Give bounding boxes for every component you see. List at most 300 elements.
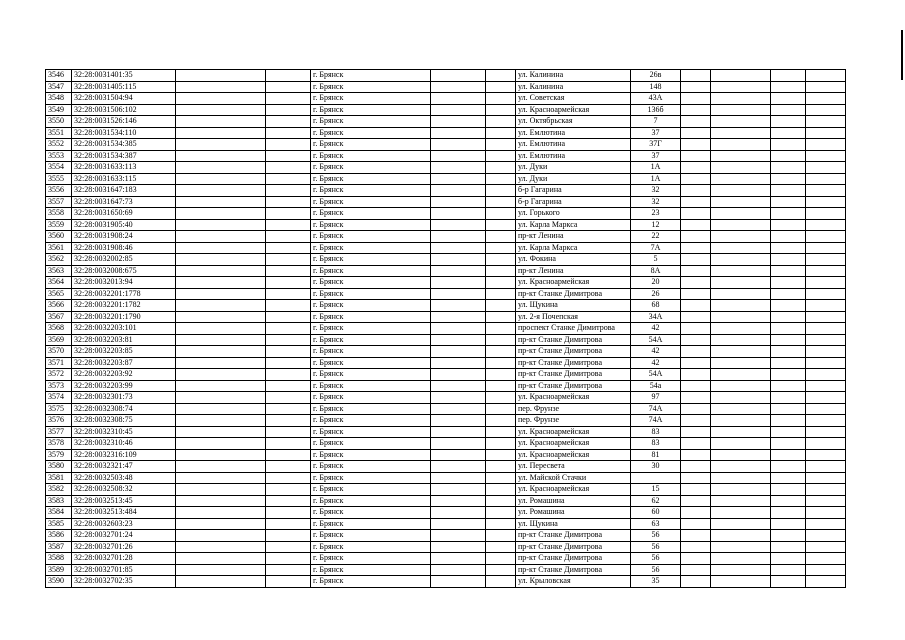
cadastral-number: 32:28:0032203:85 (72, 346, 176, 358)
empty-cell (806, 495, 846, 507)
empty-cell (711, 403, 771, 415)
table-row (46, 300, 846, 312)
cadastral-number: 32:28:0032201:1778 (72, 288, 176, 300)
house-number-cell: 15 (631, 484, 681, 496)
city-cell: г. Брянск (311, 116, 431, 128)
empty-cell (681, 564, 711, 576)
empty-cell (771, 173, 806, 185)
empty-cell (711, 541, 771, 553)
table-row (46, 346, 846, 358)
empty-cell (806, 242, 846, 254)
empty-cell (681, 242, 711, 254)
empty-cell (266, 242, 311, 254)
row-number: 3574 (46, 392, 72, 404)
empty-cell (711, 576, 771, 588)
house-number-cell: 20 (631, 277, 681, 289)
empty-cell (771, 461, 806, 473)
empty-cell (266, 564, 311, 576)
city-cell: г. Брянск (311, 392, 431, 404)
city-cell: г. Брянск (311, 208, 431, 220)
empty-cell (711, 70, 771, 82)
empty-cell (681, 403, 711, 415)
cadastral-number: 32:28:0031908:46 (72, 242, 176, 254)
empty-cell (806, 518, 846, 530)
empty-cell (176, 392, 266, 404)
street-cell: ул. Дуки (516, 162, 631, 174)
empty-cell (771, 116, 806, 128)
empty-cell (486, 288, 516, 300)
empty-cell (431, 403, 486, 415)
empty-cell (681, 334, 711, 346)
empty-cell (771, 507, 806, 519)
empty-cell (431, 231, 486, 243)
empty-cell (681, 438, 711, 450)
empty-cell (681, 415, 711, 427)
empty-cell (176, 288, 266, 300)
empty-cell (711, 346, 771, 358)
table-row (46, 81, 846, 93)
cadastral-number: 32:28:0032603:23 (72, 518, 176, 530)
empty-cell (771, 242, 806, 254)
street-cell: ул. Карла Маркса (516, 242, 631, 254)
empty-cell (486, 472, 516, 484)
empty-cell (266, 472, 311, 484)
empty-cell (806, 185, 846, 197)
table-row (46, 93, 846, 105)
table-row (46, 311, 846, 323)
empty-cell (711, 449, 771, 461)
empty-cell (806, 196, 846, 208)
empty-cell (681, 495, 711, 507)
empty-cell (176, 357, 266, 369)
cadastral-number: 32:28:0032008:675 (72, 265, 176, 277)
empty-cell (266, 173, 311, 185)
row-number: 3558 (46, 208, 72, 220)
empty-cell (431, 265, 486, 277)
empty-cell (806, 139, 846, 151)
empty-cell (266, 70, 311, 82)
empty-cell (266, 380, 311, 392)
empty-cell (711, 461, 771, 473)
empty-cell (486, 70, 516, 82)
empty-cell (176, 564, 266, 576)
empty-cell (681, 323, 711, 335)
empty-cell (711, 334, 771, 346)
street-cell: ул. Пересвета (516, 461, 631, 473)
house-number-cell: 35 (631, 576, 681, 588)
house-number-cell: 26в (631, 70, 681, 82)
table-row (46, 392, 846, 404)
empty-cell (486, 254, 516, 266)
empty-cell (711, 162, 771, 174)
empty-cell (486, 185, 516, 197)
empty-cell (431, 518, 486, 530)
empty-cell (486, 242, 516, 254)
house-number-cell: 62 (631, 495, 681, 507)
cadastral-number: 32:28:0031534:385 (72, 139, 176, 151)
empty-cell (431, 288, 486, 300)
empty-cell (806, 219, 846, 231)
street-cell: ул. Крыловская (516, 576, 631, 588)
row-number: 3551 (46, 127, 72, 139)
table-row (46, 403, 846, 415)
row-number: 3588 (46, 553, 72, 565)
city-cell: г. Брянск (311, 541, 431, 553)
empty-cell (771, 541, 806, 553)
empty-cell (266, 369, 311, 381)
empty-cell (806, 564, 846, 576)
cadastral-number: 32:28:0032508:32 (72, 484, 176, 496)
cadastral-number: 32:28:0032201:1790 (72, 311, 176, 323)
house-number-cell: 42 (631, 346, 681, 358)
city-cell: г. Брянск (311, 438, 431, 450)
cadastral-number: 32:28:0032002:85 (72, 254, 176, 266)
empty-cell (431, 346, 486, 358)
empty-cell (176, 311, 266, 323)
empty-cell (681, 104, 711, 116)
empty-cell (806, 300, 846, 312)
empty-cell (806, 415, 846, 427)
row-number: 3560 (46, 231, 72, 243)
street-cell: ул. Красноармейская (516, 392, 631, 404)
city-cell: г. Брянск (311, 70, 431, 82)
empty-cell (486, 392, 516, 404)
table-row (46, 415, 846, 427)
empty-cell (486, 415, 516, 427)
empty-cell (771, 139, 806, 151)
house-number-cell: 68 (631, 300, 681, 312)
house-number-cell: 23 (631, 208, 681, 220)
empty-cell (431, 484, 486, 496)
empty-cell (266, 231, 311, 243)
empty-cell (176, 70, 266, 82)
empty-cell (266, 300, 311, 312)
empty-cell (266, 265, 311, 277)
empty-cell (486, 219, 516, 231)
empty-cell (431, 127, 486, 139)
empty-cell (266, 81, 311, 93)
empty-cell (486, 265, 516, 277)
city-cell: г. Брянск (311, 288, 431, 300)
empty-cell (806, 346, 846, 358)
house-number-cell: 56 (631, 541, 681, 553)
empty-cell (486, 449, 516, 461)
house-number-cell: 148 (631, 81, 681, 93)
empty-cell (771, 265, 806, 277)
city-cell: г. Брянск (311, 185, 431, 197)
empty-cell (771, 254, 806, 266)
empty-cell (681, 219, 711, 231)
empty-cell (486, 507, 516, 519)
empty-cell (266, 162, 311, 174)
cadastral-number: 32:28:0032701:24 (72, 530, 176, 542)
empty-cell (771, 196, 806, 208)
row-number: 3575 (46, 403, 72, 415)
empty-cell (711, 507, 771, 519)
house-number-cell: 8А (631, 265, 681, 277)
empty-cell (176, 518, 266, 530)
street-cell: ул. Красноармейская (516, 104, 631, 116)
cadastral-number: 32:28:0032201:1782 (72, 300, 176, 312)
empty-cell (486, 438, 516, 450)
empty-cell (486, 150, 516, 162)
cadastral-number: 32:28:0032203:87 (72, 357, 176, 369)
table-row (46, 70, 846, 82)
empty-cell (711, 127, 771, 139)
table-row (46, 116, 846, 128)
street-cell: пр-кт Станке Димитрова (516, 541, 631, 553)
empty-cell (806, 576, 846, 588)
empty-cell (711, 150, 771, 162)
city-cell: г. Брянск (311, 403, 431, 415)
empty-cell (771, 300, 806, 312)
empty-cell (486, 277, 516, 289)
empty-cell (431, 116, 486, 128)
empty-cell (266, 219, 311, 231)
empty-cell (711, 173, 771, 185)
empty-cell (681, 346, 711, 358)
house-number-cell: 26 (631, 288, 681, 300)
street-cell: пр-кт Станке Димитрова (516, 357, 631, 369)
row-number: 3562 (46, 254, 72, 266)
empty-cell (806, 323, 846, 335)
house-number-cell: 74А (631, 415, 681, 427)
empty-cell (806, 162, 846, 174)
empty-cell (486, 369, 516, 381)
empty-cell (681, 484, 711, 496)
empty-cell (486, 518, 516, 530)
table-row (46, 265, 846, 277)
cadastral-number: 32:28:0032701:85 (72, 564, 176, 576)
empty-cell (681, 127, 711, 139)
street-cell: ул. Щукина (516, 300, 631, 312)
street-cell: ул. Красноармейская (516, 438, 631, 450)
empty-cell (711, 81, 771, 93)
table-row (46, 104, 846, 116)
empty-cell (771, 576, 806, 588)
table-row (46, 139, 846, 151)
empty-cell (266, 311, 311, 323)
row-number: 3587 (46, 541, 72, 553)
house-number-cell: 5 (631, 254, 681, 266)
empty-cell (266, 208, 311, 220)
street-cell: ул. Красноармейская (516, 426, 631, 438)
house-number-cell: 136б (631, 104, 681, 116)
empty-cell (431, 564, 486, 576)
empty-cell (771, 208, 806, 220)
empty-cell (711, 219, 771, 231)
table-row (46, 449, 846, 461)
empty-cell (431, 334, 486, 346)
city-cell: г. Брянск (311, 81, 431, 93)
empty-cell (176, 219, 266, 231)
empty-cell (806, 334, 846, 346)
empty-cell (266, 426, 311, 438)
empty-cell (806, 530, 846, 542)
empty-cell (806, 472, 846, 484)
empty-cell (176, 553, 266, 565)
city-cell: г. Брянск (311, 576, 431, 588)
row-number: 3564 (46, 277, 72, 289)
row-number: 3567 (46, 311, 72, 323)
empty-cell (176, 380, 266, 392)
table-row (46, 484, 846, 496)
empty-cell (266, 277, 311, 289)
empty-cell (486, 403, 516, 415)
house-number-cell: 1А (631, 173, 681, 185)
house-number-cell: 32 (631, 196, 681, 208)
empty-cell (806, 81, 846, 93)
empty-cell (431, 449, 486, 461)
empty-cell (266, 530, 311, 542)
empty-cell (176, 415, 266, 427)
empty-cell (711, 564, 771, 576)
house-number-cell: 56 (631, 564, 681, 576)
row-number: 3556 (46, 185, 72, 197)
cadastral-number: 32:28:0032513:45 (72, 495, 176, 507)
table-row (46, 576, 846, 588)
city-cell: г. Брянск (311, 380, 431, 392)
house-number-cell: 37Г (631, 139, 681, 151)
table-row (46, 369, 846, 381)
empty-cell (806, 403, 846, 415)
street-cell: ул. Емлютина (516, 150, 631, 162)
cadastral-number: 32:28:0032203:99 (72, 380, 176, 392)
cadastral-number: 32:28:0031405:115 (72, 81, 176, 93)
empty-cell (711, 495, 771, 507)
city-cell: г. Брянск (311, 127, 431, 139)
empty-cell (711, 415, 771, 427)
row-number: 3568 (46, 323, 72, 335)
empty-cell (681, 150, 711, 162)
empty-cell (266, 461, 311, 473)
table-row (46, 530, 846, 542)
street-cell: ул. Майской Стачки (516, 472, 631, 484)
city-cell: г. Брянск (311, 369, 431, 381)
empty-cell (176, 231, 266, 243)
empty-cell (266, 334, 311, 346)
house-number-cell: 7 (631, 116, 681, 128)
row-number: 3563 (46, 265, 72, 277)
cadastral-number: 32:28:0032013:94 (72, 277, 176, 289)
empty-cell (771, 185, 806, 197)
row-number: 3559 (46, 219, 72, 231)
empty-cell (431, 277, 486, 289)
empty-cell (176, 127, 266, 139)
cadastral-number: 32:28:0032321:47 (72, 461, 176, 473)
empty-cell (266, 196, 311, 208)
empty-cell (176, 403, 266, 415)
empty-cell (176, 541, 266, 553)
table-row (46, 472, 846, 484)
empty-cell (681, 300, 711, 312)
cadastral-number: 32:28:0031633:115 (72, 173, 176, 185)
empty-cell (771, 380, 806, 392)
empty-cell (431, 530, 486, 542)
empty-cell (176, 461, 266, 473)
empty-cell (176, 265, 266, 277)
empty-cell (681, 518, 711, 530)
empty-cell (806, 541, 846, 553)
empty-cell (431, 426, 486, 438)
cadastral-number: 32:28:0031647:73 (72, 196, 176, 208)
street-cell: ул. Емлютина (516, 139, 631, 151)
empty-cell (681, 576, 711, 588)
empty-cell (681, 173, 711, 185)
empty-cell (266, 93, 311, 105)
empty-cell (711, 553, 771, 565)
empty-cell (771, 162, 806, 174)
empty-cell (681, 369, 711, 381)
house-number-cell: 60 (631, 507, 681, 519)
house-number-cell: 74А (631, 403, 681, 415)
empty-cell (711, 93, 771, 105)
empty-cell (486, 231, 516, 243)
empty-cell (431, 323, 486, 335)
city-cell: г. Брянск (311, 242, 431, 254)
empty-cell (431, 70, 486, 82)
page-edge-mark (901, 30, 903, 80)
empty-cell (681, 426, 711, 438)
street-cell: пр-кт Станке Димитрова (516, 530, 631, 542)
street-cell: ул. Советская (516, 93, 631, 105)
empty-cell (486, 127, 516, 139)
cadastral-number: 32:28:0032203:81 (72, 334, 176, 346)
empty-cell (771, 81, 806, 93)
table-row (46, 334, 846, 346)
table-row (46, 196, 846, 208)
empty-cell (711, 277, 771, 289)
empty-cell (431, 173, 486, 185)
street-cell: пр-кт Станке Димитрова (516, 564, 631, 576)
empty-cell (806, 461, 846, 473)
row-number: 3546 (46, 70, 72, 82)
empty-cell (806, 70, 846, 82)
city-cell: г. Брянск (311, 334, 431, 346)
empty-cell (771, 150, 806, 162)
empty-cell (711, 369, 771, 381)
empty-cell (431, 438, 486, 450)
table-row (46, 242, 846, 254)
empty-cell (431, 495, 486, 507)
cadastral-number: 32:28:0032316:109 (72, 449, 176, 461)
house-number-cell: 56 (631, 530, 681, 542)
cadastral-number: 32:28:0032701:26 (72, 541, 176, 553)
row-number: 3552 (46, 139, 72, 151)
empty-cell (266, 541, 311, 553)
city-cell: г. Брянск (311, 277, 431, 289)
empty-cell (431, 311, 486, 323)
cadastral-number: 32:28:0032301:73 (72, 392, 176, 404)
empty-cell (486, 564, 516, 576)
street-cell: пр-кт Станке Димитрова (516, 369, 631, 381)
empty-cell (486, 81, 516, 93)
empty-cell (486, 139, 516, 151)
empty-cell (431, 541, 486, 553)
row-number: 3570 (46, 346, 72, 358)
empty-cell (176, 426, 266, 438)
empty-cell (431, 104, 486, 116)
city-cell: г. Брянск (311, 300, 431, 312)
empty-cell (771, 426, 806, 438)
cadastral-number: 32:28:0032203:101 (72, 323, 176, 335)
empty-cell (431, 507, 486, 519)
empty-cell (176, 173, 266, 185)
empty-cell (806, 449, 846, 461)
row-number: 3585 (46, 518, 72, 530)
row-number: 3566 (46, 300, 72, 312)
empty-cell (176, 242, 266, 254)
